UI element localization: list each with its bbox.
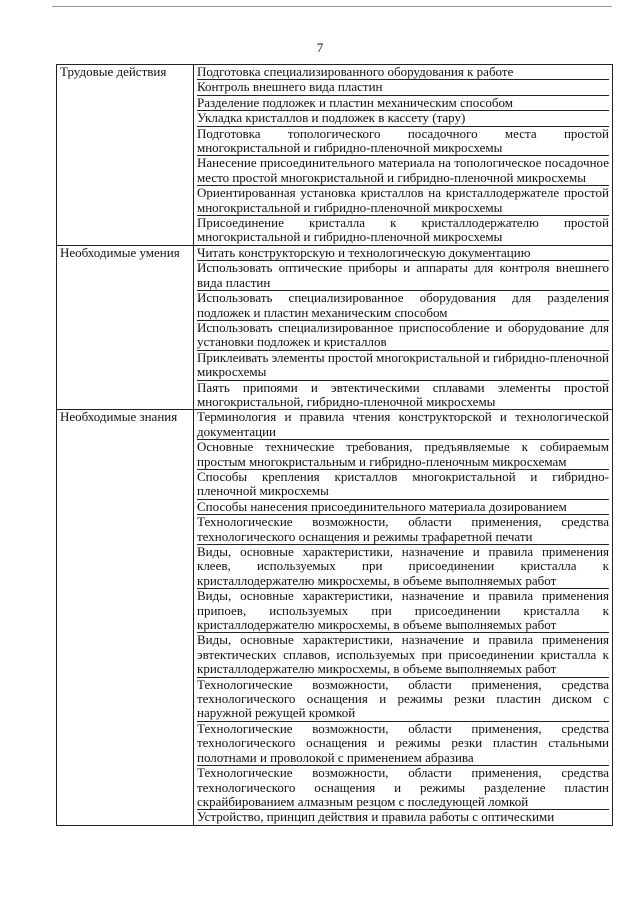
table-row: Технологические возможности, области применения, средства технологического оснащения и режимы разделение пластин скрайбированием алмазным резцом с последующей ломкой (197, 765, 609, 809)
table-row: Ориентированная установка кристаллов на кристаллодержателе простой многокристальной и гибридно-пленочной микросхемы (197, 185, 609, 215)
table-row: Способы нанесения присоединительного материала дозированием (197, 500, 609, 515)
table-row: Читать конструкторскую и технологическую документацию (197, 246, 609, 261)
section-required-knowledge (57, 410, 613, 825)
table-row: Подготовка топологического посадочного места простой многокристальной и гибридно-пленочной микросхемы (197, 125, 609, 156)
table-row: Нанесение присоединительного материала на топологическое посадочное место простой многокристальной и гибридно-пленочной микросхемы (197, 155, 609, 185)
table-row: Технологические возможности, области применения, средства технологического оснащения и режимы трафаретной печати (197, 514, 609, 544)
table-row: Виды, основные характеристики, назначение и правила применения эвтектических сплавов, используемых при присоединении кристалла к кристаллодержателю микросхемы, в объеме выполняемых работ (197, 632, 609, 677)
section-label: Трудовые действия (57, 65, 194, 246)
section-label: Необходимые умения (57, 245, 194, 409)
table-row: Использовать специализированное приспособление и оборудование для установки подложек и кристаллов (197, 319, 609, 350)
table-row: Использовать специализированное оборудования для разделения подложек и пластин механическим способом (197, 290, 609, 320)
table-row: Приклеивать элементы простой многокристальной и гибридно-пленочной микросхемы (197, 349, 609, 380)
section-items (194, 410, 613, 825)
table-row: Подготовка специализированного оборудования к работе (197, 65, 609, 80)
table-row: Основные технические требования, предъявляемые к собираемым простым многокристальным и гибридно-пленочным микросхемам (197, 439, 609, 469)
table-row: Технологические возможности, области применения, средства технологического оснащения и режимы резки пластин стальными полотнами и проволокой с применением абразива (197, 720, 609, 765)
table-row: Виды, основные характеристики, назначение и правила применения припоев, используемых при присоединении кристалла к кристаллодержателю микросхемы, в объеме выполняемых работ (197, 588, 609, 633)
table-row: Терминология и правила чтения конструкторской и технологической документации (197, 409, 609, 439)
table-row: Способы крепления кристаллов многокристальной и гибридно-пленочной микросхемы (197, 468, 609, 499)
table-row: Устройство, принцип действия и правила работы с оптическими (197, 809, 555, 825)
section-items (194, 245, 613, 409)
table-row: Укладка кристаллов и подложек в кассету (тару) (197, 111, 609, 126)
table-row: Использовать оптические приборы и аппараты для контроля внешнего вида пластин (197, 260, 609, 290)
page-number: 7 (316, 40, 324, 55)
section-label: Необходимые знания (57, 410, 194, 825)
section-required-skills (57, 245, 613, 409)
section-labor-actions (57, 65, 613, 246)
section-items (194, 65, 613, 246)
table-row: Технологические возможности, области применения, средства технологического оснащения и режимы резки пластин диском с наружной режущей кромкой (197, 676, 609, 721)
table-row: Виды, основные характеристики, назначение и правила применения клеев, используемых при присоединении кристалла к кристаллодержателю микросхемы, в объеме выполняемых работ (197, 544, 609, 588)
table-row: Присоединение кристалла к кристаллодержателю простой многокристальной и гибридно-пленочной микросхемы (197, 215, 609, 245)
table-row: Разделение подложек и пластин механическим способом (197, 96, 609, 111)
top-rule (52, 6, 612, 7)
table-row: Контроль внешнего вида пластин (197, 80, 609, 95)
table-row: Паять припоями и эвтектическими сплавами элементы простой многокристальной, гибридно-пленочной микросхемы (197, 379, 609, 409)
qualification-table (56, 64, 613, 826)
